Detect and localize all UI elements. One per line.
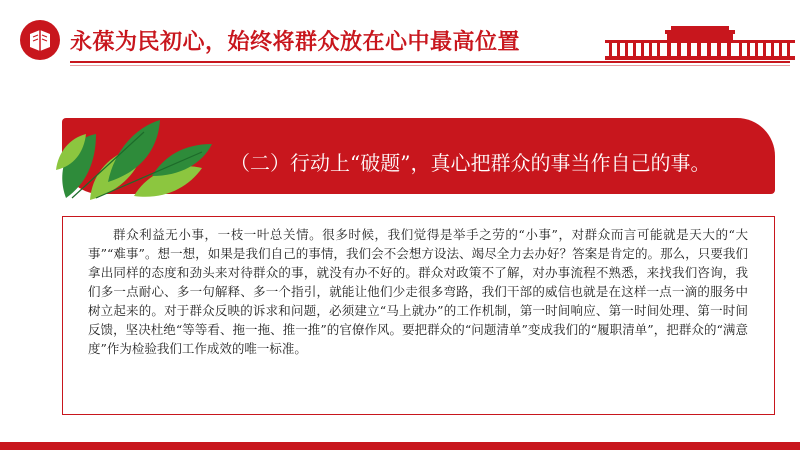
leaves-icon xyxy=(52,112,222,204)
header-divider-thin xyxy=(70,65,790,66)
page-title: 永葆为民初心，始终将群众放在心中最高位置 xyxy=(70,30,521,55)
footer-bar xyxy=(0,442,800,450)
logo xyxy=(20,20,60,60)
header-divider xyxy=(70,61,790,63)
great-hall-building-icon xyxy=(605,26,795,60)
book-icon xyxy=(20,20,60,60)
section-heading: （二）行动上“破题”，真心把群众的事当作自己的事。 xyxy=(230,151,711,175)
body-paragraph: 群众利益无小事，一枝一叶总关情。很多时候，我们觉得是举手之劳的“小事”，对群众而言可能就是天大的“大事”“难事”。想一想，如果是我们自己的事情，我们会不会想方设法、竭尽全力去办好？答案是肯定的。那么，只要我们拿出同样的态度和劲头来对待群众的事，就没有办不好的。群众对政策不了解，对办事流程不熟悉，来找我们咨询，我们多一点耐心、多一句解释、多一个指引，就能让他们少走很多弯路，我们干部的威信也就是在这样一点一滴的服务中树立起来的。对于群众反映的诉求和问题，必须建立“马上就办”的工作机制，第一时间响应、第一时间处理、第一时间反馈，坚决杜绝“等等看、拖一拖、推一推”的官僚作风。要把群众的“问题清单”变成我们的“履职清单”，把群众的“满意度”作为检验我们工作成效的唯一标准。 xyxy=(88,227,748,356)
